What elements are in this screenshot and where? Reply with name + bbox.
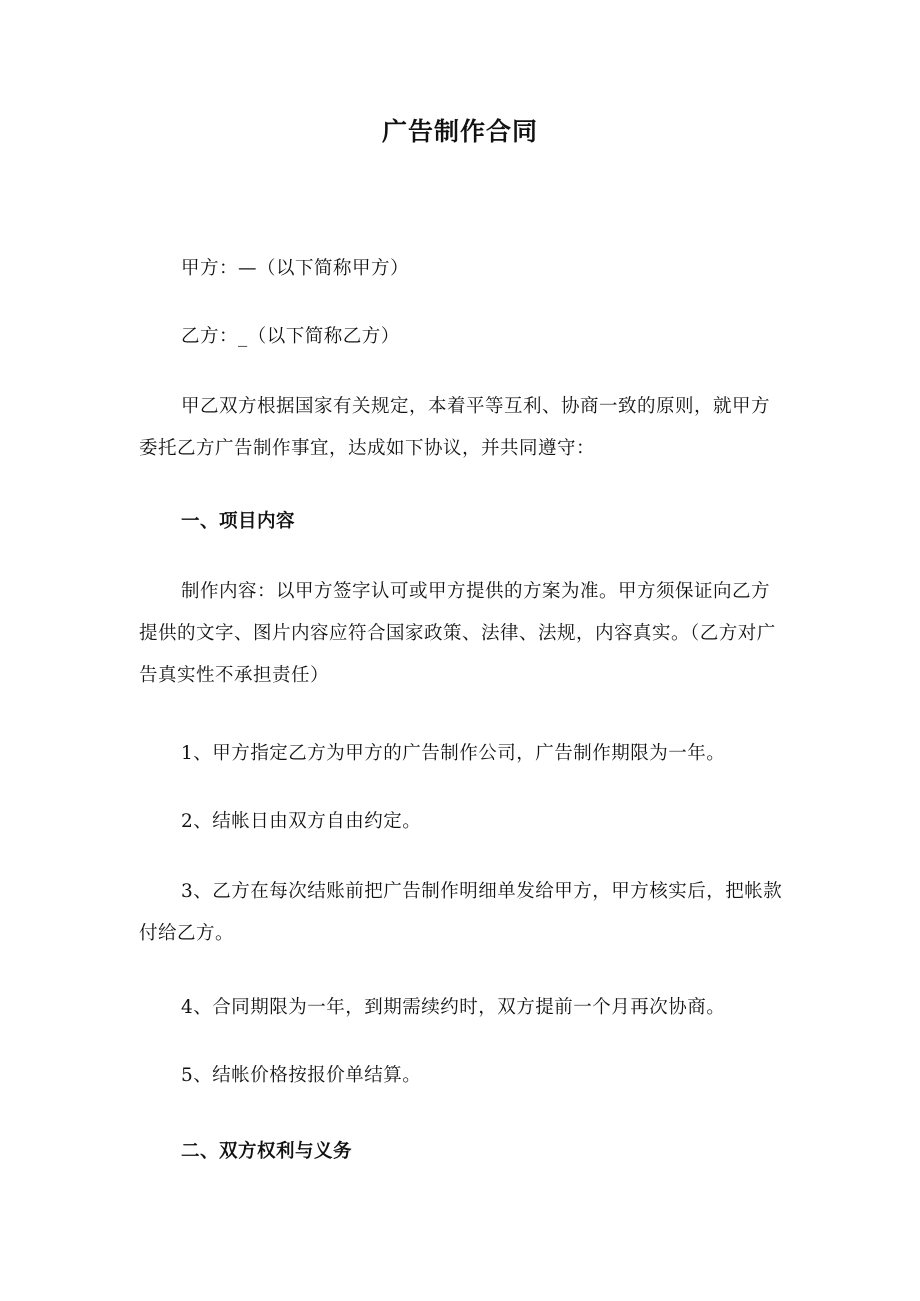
party-a-line: 甲方：—（以下简称甲方） <box>181 258 410 279</box>
section1-item-5: 5、结帐价格按报价单结算。 <box>181 1065 422 1086</box>
section1-heading: 一、项目内容 <box>181 511 296 532</box>
section2-heading: 二、双方权利与义务 <box>181 1141 353 1162</box>
section1-item-1: 1、甲方指定乙方为甲方的广告制作公司，广告制作期限为一年。 <box>181 743 726 764</box>
party-b-line: 乙方：_（以下简称乙方） <box>181 326 400 347</box>
document-title: 广告制作合同 <box>381 117 538 146</box>
section1-item-4: 4、合同期限为一年，到期需续约时，双方提前一个月再次协商。 <box>181 997 726 1018</box>
section1-item-2: 2、结帐日由双方自由约定。 <box>181 811 422 832</box>
section1-intro: 制作内容：以甲方签字认可或甲方提供的方案为准。甲方须保证向乙方提供的文字、图片内容应符合国家政策、法律、法规，内容真实。（乙方对广告真实性不承担责任） <box>139 581 776 686</box>
section1-item-3: 3、乙方在每次结账前把广告制作明细单发给甲方，甲方核实后，把帐款付给乙方。 <box>139 881 783 944</box>
preamble-paragraph: 甲乙双方根据国家有关规定，本着平等互利、协商一致的原则，就甲方委托乙方广告制作事宜，达成如下协议，并共同遵守： <box>139 396 771 459</box>
